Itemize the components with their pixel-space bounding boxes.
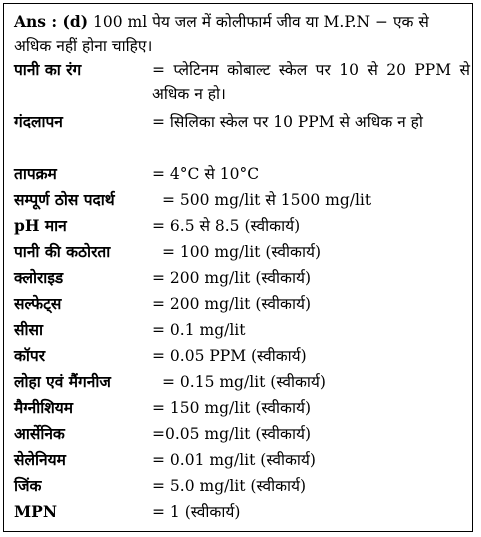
row-value: = 200 mg/lit (स्वीकार्य)	[152, 269, 312, 287]
row-key: लोहा एवं मैंगनीज	[14, 372, 111, 391]
row-value: =0.05 mg/lit (स्वीकार्य)	[152, 425, 312, 443]
row-value: = 0.15 mg/lit (स्वीकार्य)	[162, 373, 326, 391]
row-key: जिंक	[14, 476, 42, 495]
row-value: = 500 mg/lit से 1500 mg/lit	[162, 191, 372, 209]
row-key: सेलेनियम	[14, 450, 66, 469]
row-key: सम्पूर्ण ठोस पदार्थ	[14, 190, 115, 209]
answer-box	[3, 3, 473, 532]
row-value: = 0.05 PPM (स्वीकार्य)	[152, 347, 307, 365]
row-key: गंदलापन	[14, 112, 63, 131]
answer-text: 100 ml पेय जल में कोलीफार्म जीव या M.P.N − एक से अधिक नहीं होना चाहिए।	[14, 13, 429, 55]
row-value: = 1 (स्वीकार्य)	[152, 503, 241, 521]
row-key: MPN	[14, 502, 57, 521]
answer-label: Ans : (d)	[14, 12, 89, 31]
row-key: कॉपर	[14, 346, 46, 365]
row-value: = 5.0 mg/lit (स्वीकार्य)	[152, 477, 307, 495]
row-key: क्लोराइड	[14, 268, 64, 287]
row-value: = 200 mg/lit (स्वीकार्य)	[152, 295, 312, 313]
row-key: आर्सेनिक	[14, 424, 65, 443]
answer-paragraph	[14, 10, 469, 58]
row-value: = 6.5 से 8.5 (स्वीकार्य)	[152, 217, 301, 235]
row-value: = 150 mg/lit (स्वीकार्य)	[152, 399, 312, 417]
row-value: = 0.1 mg/lit	[152, 321, 246, 339]
row-key: सीसा	[14, 320, 43, 339]
row-value: = 0.01 mg/lit (स्वीकार्य)	[152, 451, 316, 469]
row-value: = सिलिका स्केल पर 10 PPM से अधिक न हो	[152, 113, 423, 131]
row-key: पानी का रंग	[14, 60, 82, 79]
row-key: सल्फेट्स	[14, 294, 62, 313]
row-value: = 100 mg/lit (स्वीकार्य)	[162, 243, 322, 261]
row-value: = 4°C से 10°C	[152, 165, 260, 183]
row-key: मैग्नीशियम	[14, 398, 74, 417]
row-key: pH मान	[14, 216, 67, 235]
row-value: = प्लेटिनम कोबाल्ट स्केल पर 10 से 20 PPM से अधिक न हो।	[152, 61, 470, 103]
row-key: तापक्रम	[14, 164, 57, 183]
row-key: पानी की कठोरता	[14, 242, 111, 261]
